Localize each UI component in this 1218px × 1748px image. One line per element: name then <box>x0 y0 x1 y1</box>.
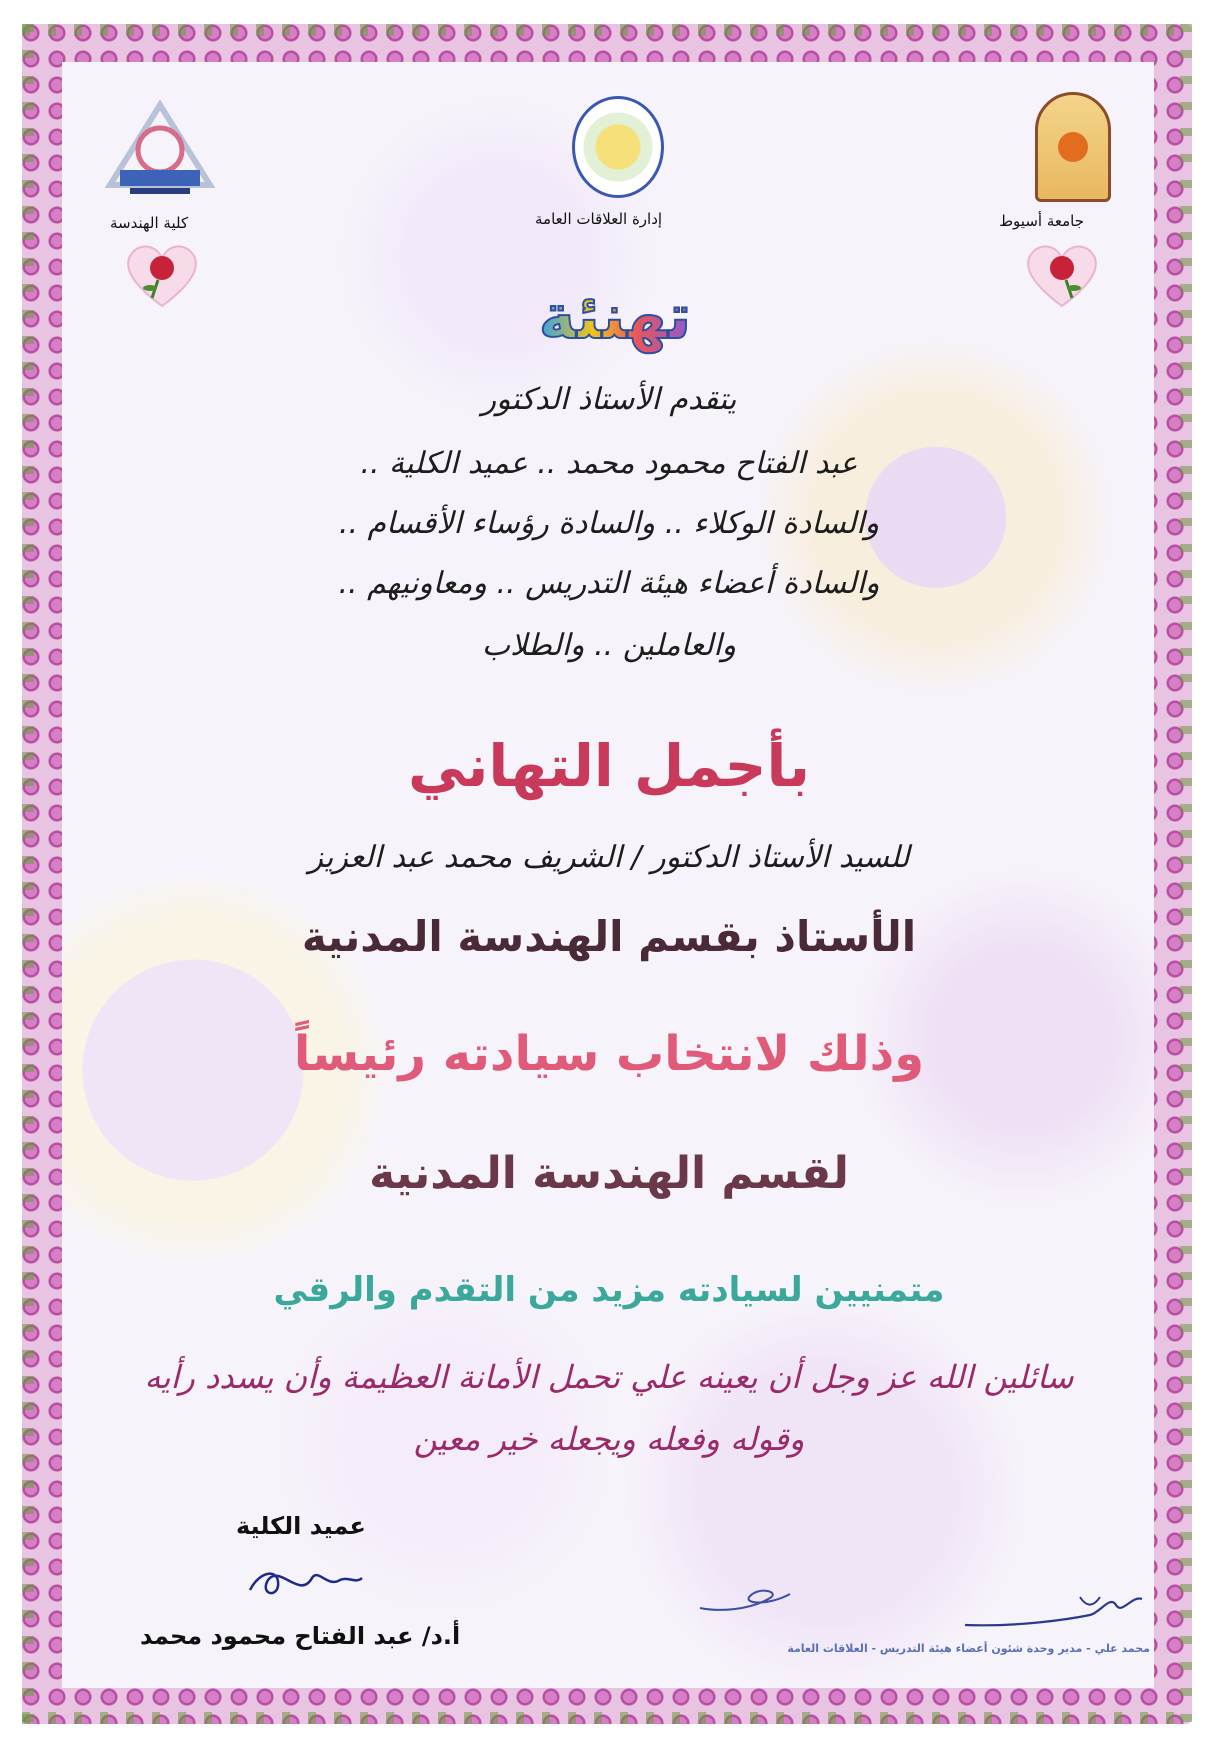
faculty-caption: كلية الهندسة <box>110 214 189 232</box>
position-line: الأستاذ بقسم الهندسة المدنية <box>301 912 917 961</box>
wish-line: متمنيين لسيادته مزيد من التقدم والرقي <box>273 1270 945 1310</box>
public-relations-caption: إدارة العلاقات العامة <box>535 210 663 228</box>
faculty-logo <box>100 100 220 200</box>
public-relations-logo <box>572 96 664 198</box>
intro-line-4: والسادة أعضاء هيئة التدريس .. ومعاونيهم .. <box>338 566 880 601</box>
greeting-heading: بأجمل التهاني <box>407 732 811 800</box>
sun-icon <box>1058 132 1088 162</box>
recipient-line: للسيد الأستاذ الدكتور / الشريف محمد عبد العزيز <box>308 840 910 875</box>
title-artwork <box>500 268 730 358</box>
intro-line-2: عبد الفتاح محمود محمد .. عميد الكلية .. <box>360 446 858 481</box>
intro-line-3: والسادة الوكلاء .. والسادة رؤساء الأقسام .. <box>338 506 880 541</box>
rose-heart-icon <box>122 240 202 310</box>
intro-line-5: والعاملين .. والطلاب <box>481 628 737 663</box>
dean-name: أ.د/ عبد الفتاح محمود محمد <box>140 1622 461 1650</box>
university-caption: جامعة أسيوط <box>999 212 1084 230</box>
occasion-line: وذلك لانتخاب سيادته رئيساً <box>293 1026 925 1082</box>
dean-title: عميد الكلية <box>236 1512 366 1540</box>
main-title: تهنئة <box>538 280 692 353</box>
intro-line-1: يتقدم الأستاذ الدكتور <box>481 382 737 417</box>
border-leaves-top <box>22 24 1192 36</box>
university-logo <box>1035 92 1111 202</box>
rose-heart-icon <box>1022 240 1102 310</box>
relations-signature <box>690 1572 800 1622</box>
border-leaves-bottom <box>22 1712 1192 1724</box>
prayer-line-1: سائلين الله عز وجل أن يعينه علي تحمل الأمانة العظيمة وأن يسدد رأيه <box>144 1358 1074 1396</box>
manager-signature <box>960 1575 1150 1635</box>
dean-signature <box>240 1550 370 1610</box>
prayer-line-2: وقوله وفعله ويجعله خير معين <box>413 1420 805 1458</box>
manager-line: محمد علي - مدير وحدة شئون أعضاء هيئة التدريس - العلاقات العامة <box>787 1642 1150 1655</box>
department-line: لقسم الهندسة المدنية <box>369 1148 849 1199</box>
